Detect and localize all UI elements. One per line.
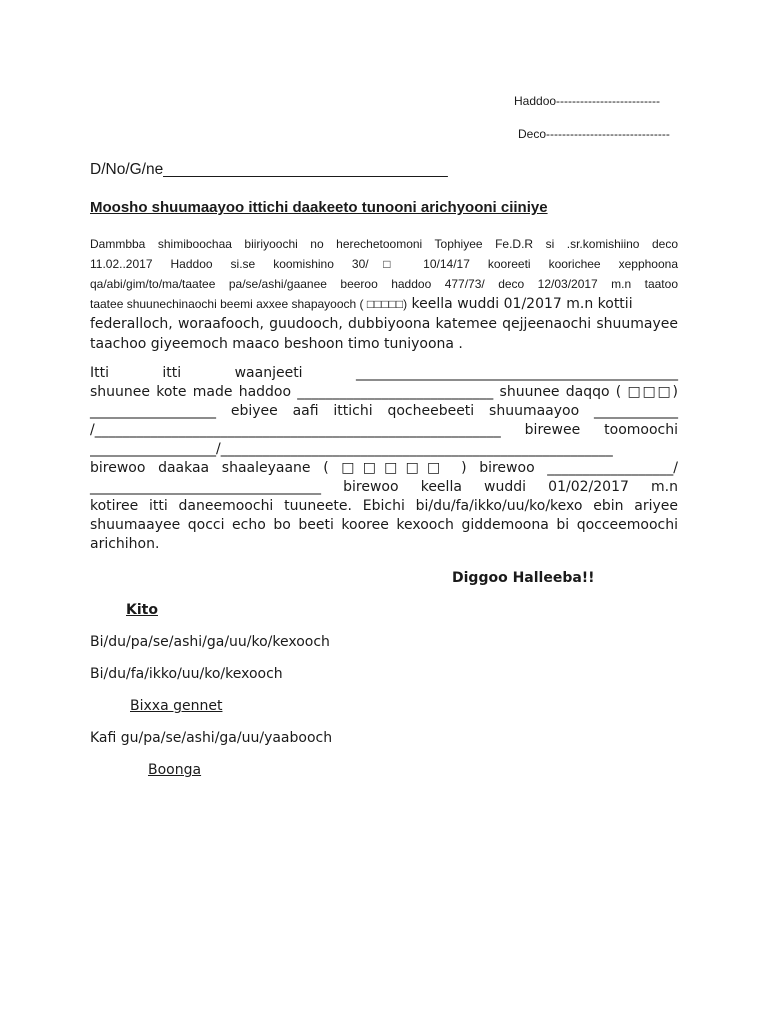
intro-line: 11.02..2017 Haddoo si.se koomishino 30/□ 10/14/17 kooreeti koorichee xepphoona <box>90 257 678 271</box>
reference-number: D/No/G/ne_________________________________ <box>90 161 448 178</box>
intro-line: taachoo giyeemoch maaco beshoon timo tuniyoona . <box>90 336 463 352</box>
closing-salutation: Diggoo Halleeba!! <box>452 570 595 586</box>
cc-item: Bi/du/fa/ikko/uu/ko/kexooch <box>90 666 283 682</box>
details-line: arichihon. <box>90 536 160 552</box>
intro-paragraph <box>90 234 678 354</box>
intro-line: Dammbba shimiboochaa biiriyoochi no herechetoomoni Tophiyee Fe.D.R si .sr.komishiino deco <box>90 237 678 251</box>
details-line: kotiree itti daneemoochi tuuneete. Ebichi bi/du/fa/ikko/uu/ko/kexo ebin ariyee <box>90 498 678 514</box>
date-line: Haddoo-------------------------- <box>514 94 660 108</box>
details-line: shuumaayee qocci echo bo beeti kooree kexooch giddemoona bi qocceemoochi <box>90 517 678 533</box>
letter-subject: Moosho shuumaayoo ittichi daakeeto tunooni arichyooni ciiniye <box>90 199 548 216</box>
cc-heading: Kito <box>126 602 158 618</box>
cc-item: Bixxa gennet <box>130 698 223 714</box>
details-paragraph <box>90 364 678 554</box>
cc-item: Kafi gu/pa/se/ashi/ga/uu/yaabooch <box>90 730 333 746</box>
intro-text: keella wuddi 01/2017 m.n kottii <box>407 296 633 312</box>
details-line: shuunee kote made haddoo ____________________________ shuunee daqqo ( □□□) <box>90 384 678 400</box>
details-line: birewoo daakaa shaaleyaane ( □□□□□ ) birewoo __________________/ <box>90 460 678 476</box>
details-line: Itti itti waanjeeti ______________________________________________ <box>90 365 678 381</box>
intro-line: federalloch, woraafooch, guudooch, dubbiyoona katemee qejjeenaochi shuumayee <box>90 316 678 332</box>
details-line: /__________________________________________________________ birewee toomoochi <box>90 422 678 438</box>
intro-line: qa/abi/gim/to/ma/taatee pa/se/ashi/gaanee beeroo haddoo 477/73/ deco 12/03/2017 m.n taatoo <box>90 277 678 291</box>
details-line: __________________/________________________________________________________ <box>90 441 613 457</box>
intro-line-mixed <box>90 294 678 314</box>
details-line: __________________ ebiyee aafi ittichi qocheebeeti shuumaayoo ____________ <box>90 403 678 419</box>
cc-item: Boonga <box>148 762 202 778</box>
deco-line: Deco------------------------------- <box>518 127 670 141</box>
intro-text: taatee shuunechinaochi beemi axxee shapayooch ( □□□□□) <box>90 297 408 311</box>
cc-item: Bi/du/pa/se/ashi/ga/uu/ko/kexooch <box>90 634 330 650</box>
details-line: _________________________________ birewoo keella wuddi 01/02/2017 m.n <box>90 479 678 495</box>
